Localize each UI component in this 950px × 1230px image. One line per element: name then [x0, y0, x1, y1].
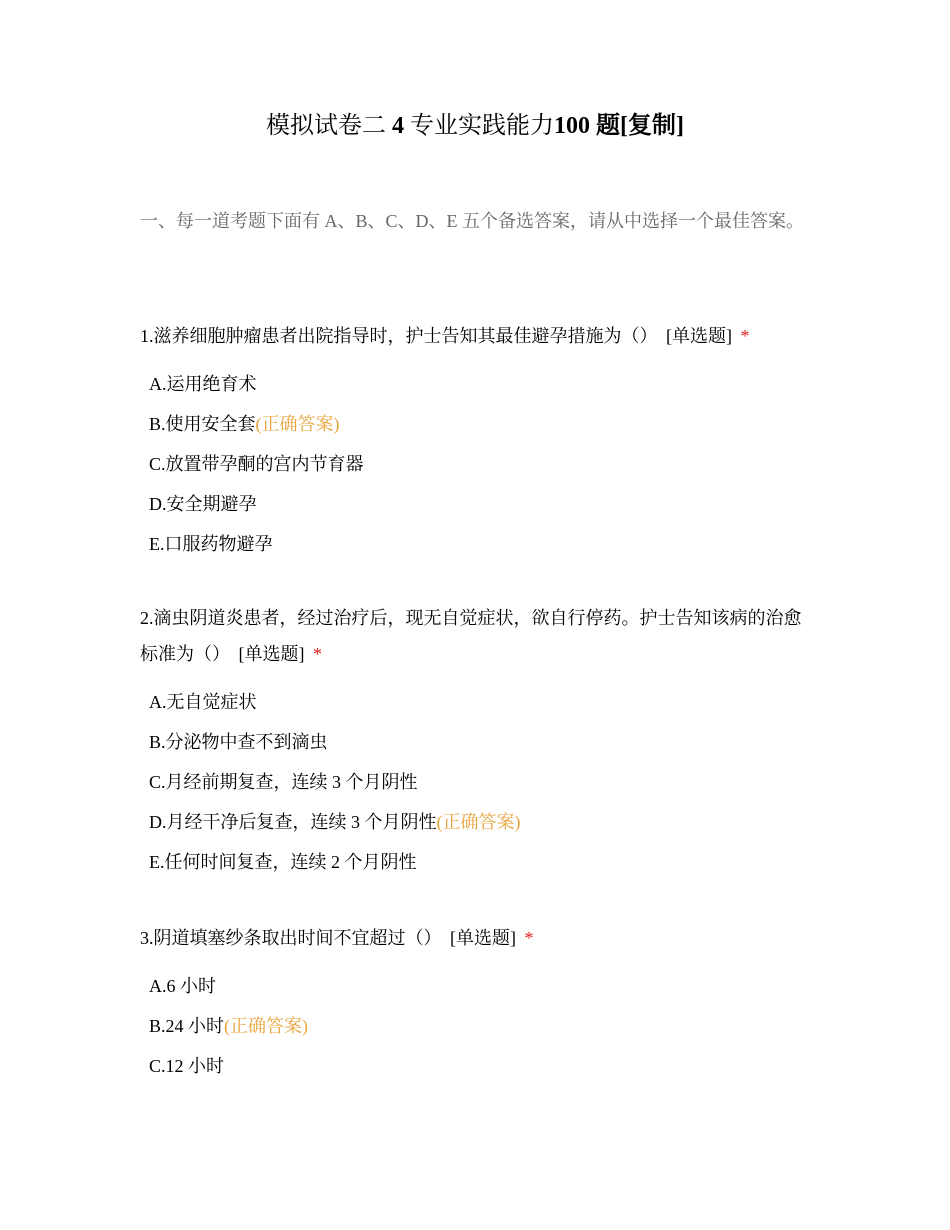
correct-answer-label: (正确答案): [436, 812, 521, 832]
option-text: E.口服药物避孕: [149, 534, 273, 554]
title-suffix: 题[复制]: [596, 113, 684, 139]
option-text: A.无自觉症状: [149, 692, 257, 712]
correct-answer-label: (正确答案): [255, 414, 340, 434]
required-mark: *: [313, 644, 322, 664]
option-text: E.任何时间复查，连续 2 个月阴性: [149, 852, 417, 872]
option-d: [149, 484, 810, 524]
option-b: [149, 404, 810, 444]
question-text: 3.阴道填塞纱条取出时间不宜超过（）: [140, 928, 442, 948]
option-c: [149, 444, 810, 484]
option-text: C.月经前期复查，连续 3 个月阴性: [149, 772, 418, 792]
option-text: B.24 小时: [149, 1016, 225, 1036]
question-stem: [140, 920, 810, 956]
required-mark: *: [524, 928, 534, 948]
option-list: [149, 966, 810, 1086]
option-text: A.运用绝育术: [149, 374, 257, 394]
option-text: C.12 小时: [149, 1056, 225, 1076]
option-a: [149, 364, 810, 404]
question-1: [140, 318, 810, 564]
title-middle: 专业实践能力: [410, 113, 554, 139]
option-c: [149, 762, 810, 802]
option-b: [149, 722, 810, 762]
title-count: 100: [554, 113, 590, 139]
option-e: [149, 842, 810, 882]
question-type: [单选题]: [666, 326, 732, 346]
title-prefix: 模拟试卷二: [266, 113, 386, 139]
option-d: [149, 802, 810, 842]
question-text: 2.滴虫阴道炎患者，经过治疗后，现无自觉症状，欲自行停药。护士告知该病的治愈标准为（）: [140, 608, 802, 664]
option-text: A.6 小时: [149, 976, 216, 996]
option-e: [149, 524, 810, 564]
option-text: B.分泌物中查不到滴虫: [149, 732, 328, 752]
question-stem: [140, 318, 810, 354]
option-text: D.安全期避孕: [149, 494, 257, 514]
option-list: [149, 682, 810, 882]
question-3: [140, 920, 810, 1086]
question-type: [单选题]: [450, 928, 516, 948]
option-text: B.使用安全套: [149, 414, 256, 434]
option-text: D.月经干净后复查，连续 3 个月阴性: [149, 812, 437, 832]
option-b: [149, 1006, 810, 1046]
question-text: 1.滋养细胞肿瘤患者出院指导时，护士告知其最佳避孕措施为（）: [140, 326, 658, 346]
option-text: C.放置带孕酮的宫内节育器: [149, 454, 364, 474]
option-a: [149, 966, 810, 1006]
title-number: 4: [392, 113, 404, 139]
option-list: [149, 364, 810, 564]
question-2: [140, 600, 810, 882]
required-mark: *: [740, 326, 750, 346]
option-c: [149, 1046, 810, 1086]
option-a: [149, 682, 810, 722]
question-stem: [140, 600, 810, 672]
question-type: [单选题]: [238, 644, 305, 664]
section-instructions: 一、每一道考题下面有 A、B、C、D、E 五个备选答案，请从中选择一个最佳答案。: [140, 211, 805, 231]
correct-answer-label: (正确答案): [224, 1016, 309, 1036]
page-title: [0, 110, 950, 142]
